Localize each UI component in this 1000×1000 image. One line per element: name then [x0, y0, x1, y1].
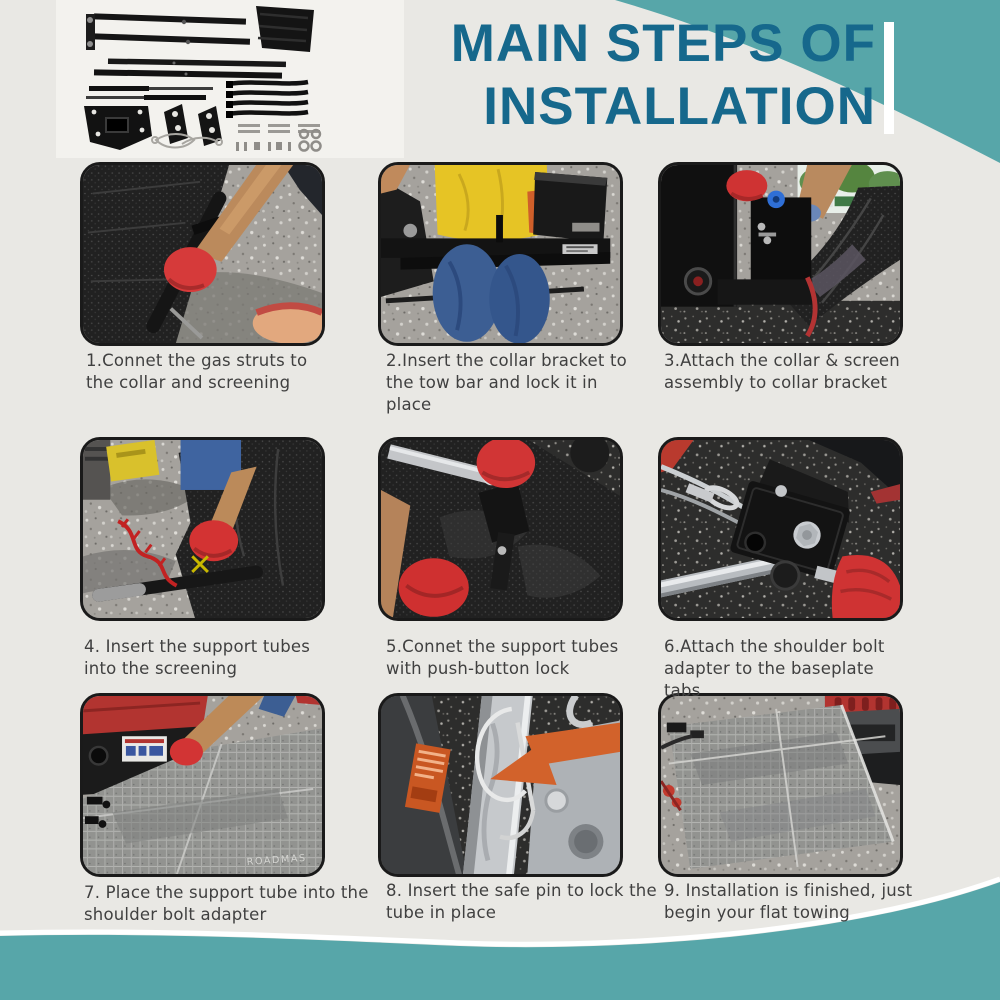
step-1-photo — [80, 162, 325, 346]
tube-silver-end — [99, 589, 140, 595]
pin-boss — [546, 790, 567, 811]
step-9-caption: 9. Installation is finished, just begin your flat towing — [664, 881, 913, 922]
step-7-photo — [80, 693, 325, 877]
step-6-photo — [658, 437, 903, 621]
title-line-1: MAIN STEPS OF — [450, 14, 876, 73]
jeans-knee-right — [489, 254, 549, 343]
step-8-photo — [378, 693, 623, 877]
yellow-block — [106, 440, 159, 481]
step-8-caption: 8. Insert the safe pin to lock the tube in place — [386, 881, 657, 922]
folded-screen-fabric — [256, 6, 314, 52]
step-6-caption: 6.Attach the shoulder bolt adapter to the baseplate tabs — [664, 637, 885, 700]
step-4-caption: 4. Insert the support tubes into the screening — [84, 637, 311, 678]
watermark: ROADMAS — [246, 852, 307, 868]
push-button — [498, 546, 507, 555]
page-title — [451, 12, 876, 138]
step-9-photo — [658, 693, 903, 877]
step-1-caption: 1.Connet the gas struts to the collar and screening — [86, 351, 308, 392]
red-glove — [164, 247, 217, 292]
step-4-photo — [80, 437, 325, 621]
step-2-caption: 2.Insert the collar bracket to the tow bar and lock it in place — [386, 351, 627, 414]
title-accent-bar — [884, 22, 894, 134]
step-5-caption: 5.Connet the support tubes with push-button lock — [386, 637, 619, 678]
collar-bracket-pin — [496, 215, 503, 242]
step-2-photo — [378, 162, 623, 346]
parts-kit-photo — [56, 0, 404, 158]
title-line-2: INSTALLATION — [483, 77, 876, 136]
step-3-photo — [658, 162, 903, 346]
step-7-caption: 7. Place the support tube into the shoulder bolt adapter — [84, 883, 369, 924]
step-3-caption: 3.Attach the collar & screen assembly to collar bracket — [664, 351, 900, 392]
step-5-photo — [378, 437, 623, 621]
red-glove — [170, 738, 203, 765]
